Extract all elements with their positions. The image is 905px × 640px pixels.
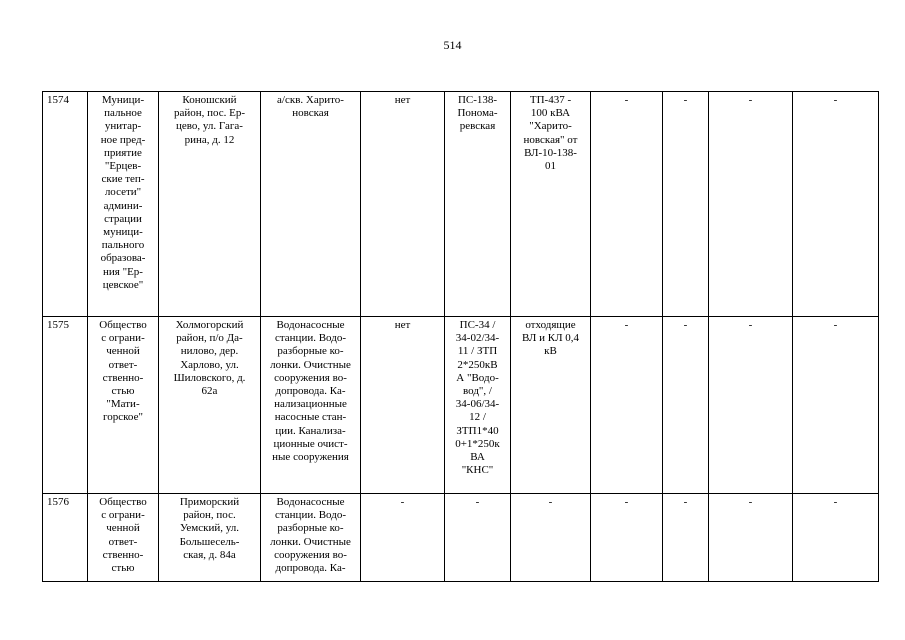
- table-row: [43, 494, 879, 582]
- row-number-cell: 1576: [43, 494, 88, 582]
- row-number-cell: 1574: [43, 92, 88, 317]
- column-8-cell: -: [663, 494, 709, 582]
- address-cell: Приморский район, пос. Уемский, ул. Большесель- ская, д. 84а: [159, 494, 261, 582]
- substation-cell: ПС-34 / 34-02/34- 11 / ЗТП 2*250кВ А "Водо- вод", / 34-06/34- 12 / ЗТП1*40 0+1*250к ВА "КНС": [445, 317, 511, 494]
- object-cell: Водонасосные станции. Водо- разборные ко- лонки. Очистные сооружения во- допровода. Ка-: [261, 494, 361, 582]
- organization-cell: Общество с ограни- ченной ответ- ственно- стью: [88, 494, 159, 582]
- column-7-cell: -: [591, 494, 663, 582]
- column-10-cell: -: [793, 317, 879, 494]
- transformer-cell: отходящие ВЛ и КЛ 0,4 кВ: [511, 317, 591, 494]
- address-cell: Коношский район, пос. Ер- цево, ул. Гага- рина, д. 12: [159, 92, 261, 317]
- organization-cell: Муници- пальное унитар- ное пред- приятие "Ерцев- ские теп- лосети" админи- страции муници- пального образова- ния "Ер- цевское": [88, 92, 159, 317]
- column-10-cell: -: [793, 494, 879, 582]
- address-cell: Холмогорский район, п/о Да- нилово, дер. Харлово, ул. Шиловского, д. 62а: [159, 317, 261, 494]
- column-9-cell: -: [709, 92, 793, 317]
- column-9-cell: -: [709, 317, 793, 494]
- column-10-cell: -: [793, 92, 879, 317]
- row-number-cell: 1575: [43, 317, 88, 494]
- column-4-cell: нет: [361, 92, 445, 317]
- object-cell: а/скв. Харито- новская: [261, 92, 361, 317]
- column-8-cell: -: [663, 317, 709, 494]
- registry-table: [42, 91, 879, 582]
- column-4-cell: нет: [361, 317, 445, 494]
- column-4-cell: -: [361, 494, 445, 582]
- column-7-cell: -: [591, 317, 663, 494]
- transformer-cell: ТП-437 - 100 кВА "Харито- новская" от ВЛ-10-138- 01: [511, 92, 591, 317]
- organization-cell: Общество с ограни- ченной ответ- ственно- стью "Мати- горское": [88, 317, 159, 494]
- column-8-cell: -: [663, 92, 709, 317]
- table-row: [43, 92, 879, 317]
- column-9-cell: -: [709, 494, 793, 582]
- transformer-cell: -: [511, 494, 591, 582]
- table-row: [43, 317, 879, 494]
- column-7-cell: -: [591, 92, 663, 317]
- object-cell: Водонасосные станции. Водо- разборные ко- лонки. Очистные сооружения во- допровода. Ка- нализационные насосные стан- ции. Канализа- ционные очист- ные сооружения: [261, 317, 361, 494]
- page-number: 514: [443, 38, 462, 52]
- substation-cell: -: [445, 494, 511, 582]
- substation-cell: ПС-138- Понома- ревская: [445, 92, 511, 317]
